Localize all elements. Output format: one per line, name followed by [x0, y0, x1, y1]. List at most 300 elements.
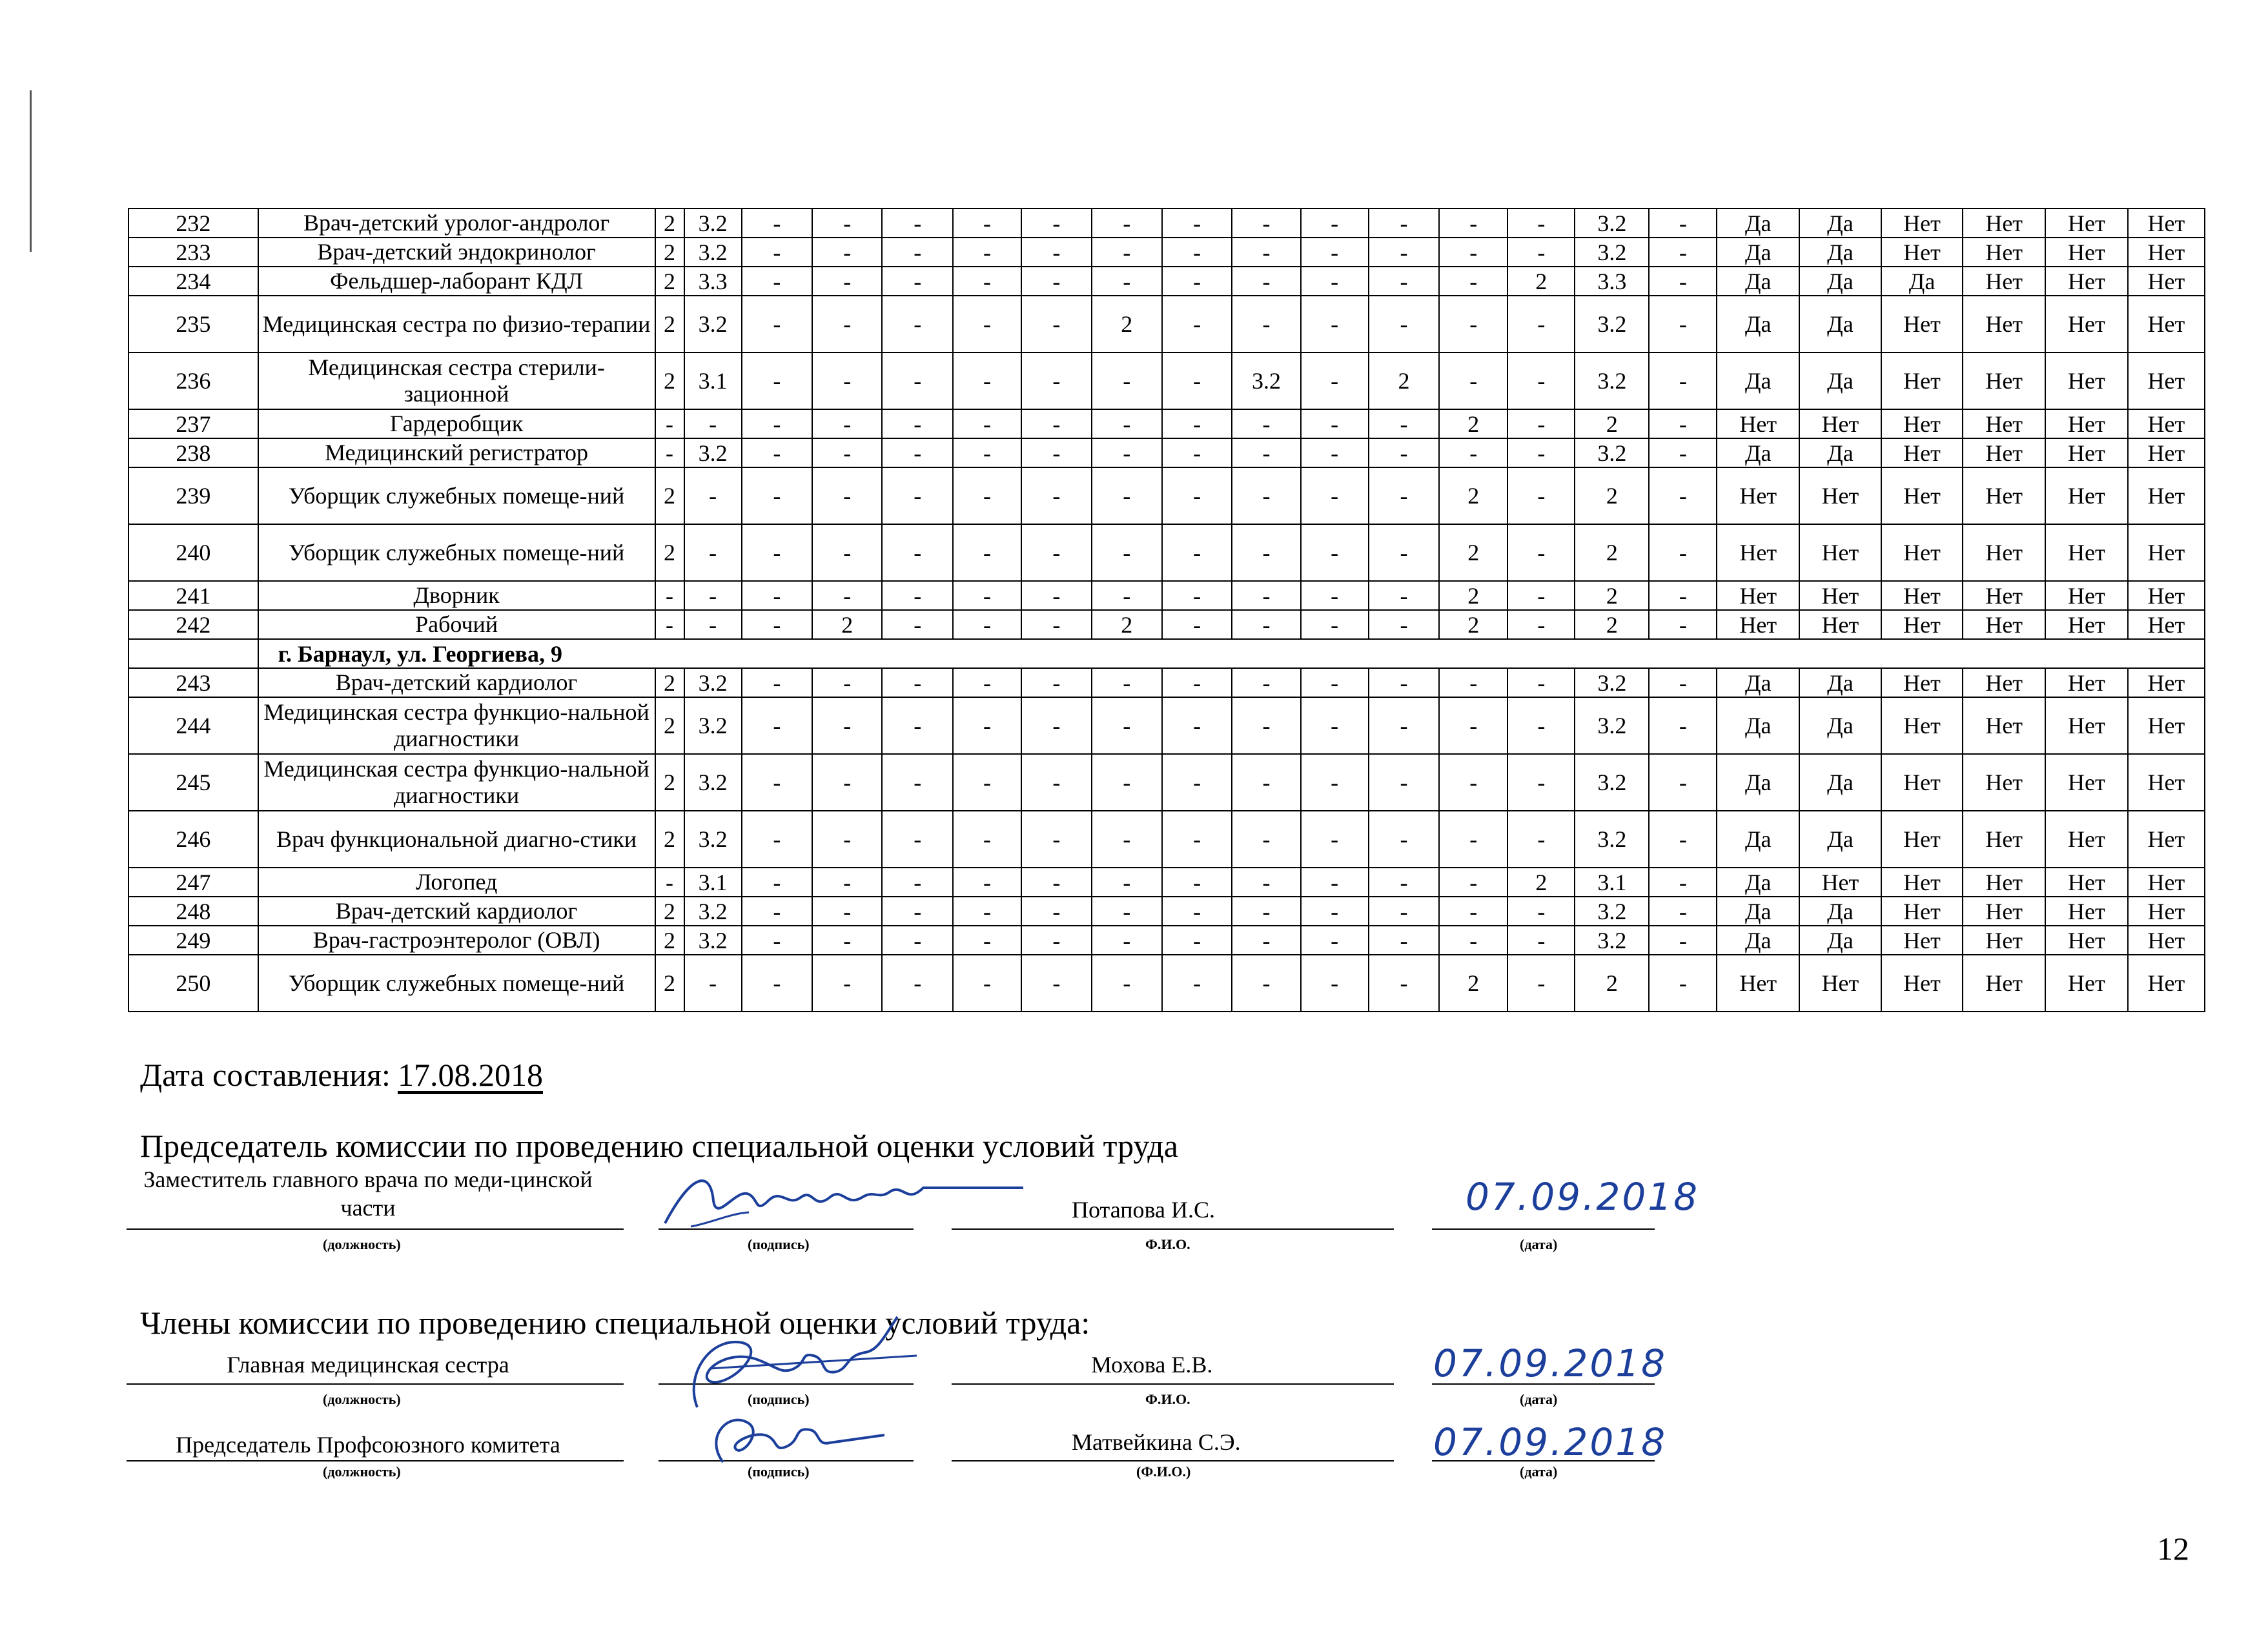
member2-fio: Матвейкина С.Э.: [1072, 1429, 1241, 1455]
table-cell: Нет: [1963, 524, 2045, 581]
chair-caption-fio: Ф.И.О.: [1145, 1236, 1190, 1252]
table-cell: Нет: [1963, 668, 2045, 697]
table-cell: -: [742, 955, 812, 1012]
table-cell: Нет: [2045, 868, 2128, 897]
table-cell: -: [1649, 352, 1717, 409]
date-label: Дата составления:: [140, 1057, 391, 1093]
table-row: [128, 467, 2205, 524]
table-cell: Нет: [2045, 209, 2128, 238]
table-cell: -: [1162, 296, 1232, 352]
table-cell: -: [1021, 868, 1091, 897]
table-cell: -: [953, 296, 1021, 352]
table-cell: 3.2: [684, 238, 742, 267]
table-row: [128, 296, 2205, 352]
table-cell: -: [1232, 467, 1300, 524]
table-cell: Нет: [1963, 926, 2045, 955]
job-title-cell: Медицинская сестра функцио-нальной диагностики: [258, 754, 655, 811]
table-cell: -: [1021, 955, 1091, 1012]
table-cell: -: [1301, 524, 1369, 581]
table-cell: -: [1439, 296, 1507, 352]
table-cell: -: [1439, 267, 1507, 296]
table-cell: -: [1021, 467, 1091, 524]
table-cell: -: [812, 467, 882, 524]
row-number-cell: 241: [128, 581, 258, 610]
table-cell: -: [742, 811, 812, 868]
job-title-cell: Уборщик служебных помеще-ний: [258, 524, 655, 581]
table-cell: -: [684, 409, 742, 438]
table-cell: 3.1: [1575, 868, 1649, 897]
table-cell: Нет: [1717, 610, 1799, 639]
table-cell: -: [742, 754, 812, 811]
table-cell: -: [1092, 955, 1162, 1012]
table-cell: -: [1369, 296, 1439, 352]
table-cell: Нет: [1963, 409, 2045, 438]
table-cell: 2: [1092, 296, 1162, 352]
table-cell: -: [1369, 926, 1439, 955]
table-cell: -: [953, 811, 1021, 868]
table-cell: 2: [655, 467, 684, 524]
table-row: [128, 524, 2205, 581]
table-cell: -: [812, 897, 882, 926]
row-number-cell: 234: [128, 267, 258, 296]
table-cell: -: [1232, 267, 1300, 296]
date-value: 17.08.2018: [398, 1057, 543, 1093]
table-cell: -: [1301, 926, 1369, 955]
table-cell: -: [1369, 811, 1439, 868]
table-cell: 2: [655, 296, 684, 352]
member1-caption-position: (должность): [323, 1391, 401, 1407]
table-cell: -: [812, 811, 882, 868]
table-cell: Да: [1799, 209, 1881, 238]
table-cell: 2: [1439, 610, 1507, 639]
table-cell: 2: [1507, 868, 1575, 897]
table-cell: 2: [1575, 610, 1649, 639]
table-cell: -: [812, 926, 882, 955]
table-cell: -: [812, 238, 882, 267]
table-cell: Да: [1799, 438, 1881, 467]
member1-fio-line: [952, 1383, 1394, 1385]
table-cell: 2: [655, 524, 684, 581]
table-cell: Нет: [2045, 926, 2128, 955]
table-cell: -: [1092, 524, 1162, 581]
table-cell: Нет: [2045, 668, 2128, 697]
table-cell: -: [812, 438, 882, 467]
table-cell: Нет: [1963, 238, 2045, 267]
table-cell: -: [1021, 409, 1091, 438]
table-cell: -: [1092, 409, 1162, 438]
table-cell: Да: [1717, 811, 1799, 868]
table-cell: -: [742, 238, 812, 267]
table-cell: Да: [1799, 267, 1881, 296]
table-cell: -: [1369, 209, 1439, 238]
table-cell: Нет: [2128, 811, 2205, 868]
table-cell: -: [1369, 267, 1439, 296]
table-cell: -: [1162, 668, 1232, 697]
table-cell: -: [812, 754, 882, 811]
member2-date-handwritten: 07.09.2018: [1433, 1420, 1668, 1464]
table-cell: 3.1: [684, 868, 742, 897]
table-cell: -: [1092, 668, 1162, 697]
row-number-cell: 236: [128, 352, 258, 409]
table-cell: Нет: [1881, 754, 1963, 811]
table-cell: Нет: [1963, 697, 2045, 754]
table-cell: -: [1232, 610, 1300, 639]
table-cell: -: [1507, 238, 1575, 267]
table-cell: -: [1301, 267, 1369, 296]
table-cell: -: [812, 267, 882, 296]
table-cell: -: [1301, 811, 1369, 868]
table-cell: -: [882, 610, 952, 639]
member1-caption-date: (дата): [1520, 1391, 1558, 1407]
table-cell: Нет: [2045, 610, 2128, 639]
table-cell: -: [684, 581, 742, 610]
table-cell: Нет: [1881, 697, 1963, 754]
table-cell: 3.2: [684, 926, 742, 955]
job-title-cell: Врач-гастроэнтеролог (ОВЛ): [258, 926, 655, 955]
table-cell: Да: [1799, 238, 1881, 267]
table-cell: 2: [655, 697, 684, 754]
table-cell: -: [1092, 438, 1162, 467]
row-number-cell: 250: [128, 955, 258, 1012]
table-cell: Нет: [1717, 467, 1799, 524]
table-cell: Нет: [2128, 524, 2205, 581]
table-cell: -: [742, 409, 812, 438]
table-cell: Нет: [1881, 238, 1963, 267]
table-cell: 2: [1575, 409, 1649, 438]
table-cell: Нет: [1963, 267, 2045, 296]
table-cell: -: [1301, 209, 1369, 238]
table-cell: -: [1301, 668, 1369, 697]
table-cell: Да: [1799, 352, 1881, 409]
table-cell: -: [1162, 955, 1232, 1012]
table-cell: -: [953, 209, 1021, 238]
table-cell: Нет: [1963, 467, 2045, 524]
table-cell: 3.3: [1575, 267, 1649, 296]
table-cell: -: [1439, 754, 1507, 811]
row-number-cell: 247: [128, 868, 258, 897]
table-cell: [128, 639, 258, 668]
table-cell: -: [1369, 897, 1439, 926]
table-cell: Нет: [1881, 524, 1963, 581]
table-row: [128, 926, 2205, 955]
scan-margin-line: [30, 90, 32, 252]
row-number-cell: 238: [128, 438, 258, 467]
job-title-cell: Рабочий: [258, 610, 655, 639]
row-number-cell: 232: [128, 209, 258, 238]
table-cell: -: [742, 267, 812, 296]
table-cell: 3.2: [1575, 697, 1649, 754]
table-cell: -: [1507, 467, 1575, 524]
job-title-cell: Врач-детский кардиолог: [258, 668, 655, 697]
table-cell: Да: [1717, 754, 1799, 811]
table-cell: -: [1092, 811, 1162, 868]
table-cell: Нет: [1881, 352, 1963, 409]
table-cell: Нет: [1881, 610, 1963, 639]
member1-caption-fio: Ф.И.О.: [1145, 1391, 1190, 1407]
table-cell: -: [1162, 581, 1232, 610]
table-cell: -: [742, 438, 812, 467]
table-cell: Нет: [2045, 296, 2128, 352]
table-cell: -: [882, 581, 952, 610]
table-cell: 2: [1575, 467, 1649, 524]
table-cell: -: [1369, 238, 1439, 267]
table-cell: -: [1439, 238, 1507, 267]
table-row: [128, 438, 2205, 467]
table-cell: Нет: [1881, 409, 1963, 438]
table-cell: 3.2: [1575, 754, 1649, 811]
table-cell: Нет: [1881, 811, 1963, 868]
table-cell: -: [953, 267, 1021, 296]
table-cell: -: [812, 581, 882, 610]
table-cell: -: [1369, 868, 1439, 897]
table-cell: Нет: [1881, 581, 1963, 610]
table-cell: -: [1649, 668, 1717, 697]
chair-caption-signature: (подпись): [748, 1236, 810, 1252]
table-cell: Нет: [1963, 754, 2045, 811]
table-row: [128, 409, 2205, 438]
chair-heading: Председатель комиссии по проведению специальной оценки условий труда: [140, 1128, 1178, 1164]
table-cell: Нет: [1963, 581, 2045, 610]
table-cell: Нет: [1799, 467, 1881, 524]
table-cell: Да: [1799, 668, 1881, 697]
table-cell: -: [1021, 754, 1091, 811]
table-cell: Нет: [2128, 296, 2205, 352]
table-cell: -: [1232, 438, 1300, 467]
table-cell: Нет: [2045, 238, 2128, 267]
table-cell: -: [882, 955, 952, 1012]
table-cell: 3.2: [684, 209, 742, 238]
table-cell: -: [1021, 897, 1091, 926]
table-cell: -: [882, 352, 952, 409]
table-cell: -: [1507, 438, 1575, 467]
table-cell: Нет: [2045, 524, 2128, 581]
table-cell: Нет: [1881, 668, 1963, 697]
table-cell: -: [742, 581, 812, 610]
table-cell: Нет: [1881, 438, 1963, 467]
table-cell: -: [1232, 897, 1300, 926]
table-cell: -: [1301, 955, 1369, 1012]
table-cell: 3.2: [1575, 897, 1649, 926]
table-cell: 3.2: [684, 438, 742, 467]
table-cell: -: [1507, 581, 1575, 610]
table-cell: -: [1649, 926, 1717, 955]
table-cell: -: [1439, 697, 1507, 754]
table-cell: -: [1507, 897, 1575, 926]
table-cell: -: [655, 409, 684, 438]
table-cell: -: [882, 296, 952, 352]
table-cell: Нет: [2045, 697, 2128, 754]
table-cell: -: [1369, 668, 1439, 697]
table-cell: Нет: [1799, 581, 1881, 610]
table-cell: Нет: [2128, 238, 2205, 267]
chair-position-line: [127, 1228, 624, 1230]
table-row: [128, 868, 2205, 897]
table-cell: -: [1649, 897, 1717, 926]
table-cell: Нет: [1881, 955, 1963, 1012]
chair-fio: Потапова И.С.: [1072, 1197, 1215, 1223]
table-cell: -: [953, 352, 1021, 409]
row-number-cell: 233: [128, 238, 258, 267]
table-row: [128, 754, 2205, 811]
table-cell: Нет: [1799, 610, 1881, 639]
table-cell: Нет: [2128, 668, 2205, 697]
table-cell: 2: [655, 267, 684, 296]
table-cell: 3.2: [1575, 296, 1649, 352]
table-cell: Нет: [1963, 610, 2045, 639]
member2-fio-line: [952, 1460, 1394, 1462]
table-cell: -: [1232, 668, 1300, 697]
table-cell: Нет: [1881, 926, 1963, 955]
table-cell: -: [1162, 610, 1232, 639]
table-cell: -: [1507, 668, 1575, 697]
table-cell: Нет: [1717, 524, 1799, 581]
table-row: [128, 581, 2205, 610]
table-cell: -: [1507, 409, 1575, 438]
table-cell: -: [1439, 811, 1507, 868]
table-cell: -: [882, 409, 952, 438]
table-cell: -: [1649, 754, 1717, 811]
table-cell: -: [1369, 409, 1439, 438]
table-cell: 2: [655, 811, 684, 868]
table-cell: -: [684, 955, 742, 1012]
table-cell: -: [1301, 754, 1369, 811]
table-cell: Да: [1717, 868, 1799, 897]
table-cell: -: [1301, 238, 1369, 267]
table-cell: Нет: [1717, 581, 1799, 610]
table-cell: Нет: [2128, 409, 2205, 438]
table-cell: 2: [655, 754, 684, 811]
table-cell: Да: [1717, 352, 1799, 409]
table-cell: Нет: [2045, 267, 2128, 296]
table-cell: -: [1232, 581, 1300, 610]
row-number-cell: 245: [128, 754, 258, 811]
table-cell: -: [1507, 754, 1575, 811]
table-cell: -: [1649, 267, 1717, 296]
table-cell: Да: [1799, 926, 1881, 955]
table-cell: 3.2: [1575, 238, 1649, 267]
job-title-cell: Логопед: [258, 868, 655, 897]
table-body: [128, 209, 2205, 1012]
table-cell: -: [1162, 697, 1232, 754]
table-cell: -: [742, 352, 812, 409]
page-number: 12: [2157, 1531, 2189, 1567]
member2-position: Председатель Профсоюзного комитета: [176, 1432, 560, 1458]
table-cell: Нет: [1963, 296, 2045, 352]
job-title-cell: Медицинская сестра стерили-зационной: [258, 352, 655, 409]
table-cell: Нет: [1963, 868, 2045, 897]
member2-caption-signature: (подпись): [748, 1463, 810, 1480]
table-cell: 3.2: [1575, 668, 1649, 697]
table-cell: Да: [1717, 697, 1799, 754]
table-cell: 3.2: [684, 697, 742, 754]
table-cell: Нет: [2128, 868, 2205, 897]
table-cell: -: [882, 267, 952, 296]
table-cell: -: [1507, 697, 1575, 754]
table-cell: Нет: [2128, 467, 2205, 524]
table-cell: Нет: [1963, 438, 2045, 467]
job-title-cell: Врач-детский уролог-андролог: [258, 209, 655, 238]
table-cell: 2: [1439, 955, 1507, 1012]
table-cell: 3.2: [1575, 209, 1649, 238]
table-cell: -: [882, 868, 952, 897]
table-cell: -: [1232, 754, 1300, 811]
table-cell: -: [1439, 868, 1507, 897]
table-cell: 3.2: [1232, 352, 1300, 409]
table-cell: -: [1439, 438, 1507, 467]
table-cell: -: [882, 897, 952, 926]
table-cell: -: [1649, 697, 1717, 754]
table-cell: -: [742, 296, 812, 352]
table-cell: -: [684, 610, 742, 639]
table-cell: -: [953, 610, 1021, 639]
table-cell: -: [1649, 610, 1717, 639]
table-cell: -: [1021, 524, 1091, 581]
table-cell: -: [1162, 868, 1232, 897]
table-cell: Да: [1799, 897, 1881, 926]
table-cell: Нет: [1881, 868, 1963, 897]
member2-caption-fio: (Ф.И.О.): [1136, 1463, 1191, 1480]
job-title-cell: Дворник: [258, 581, 655, 610]
table-cell: 2: [1092, 610, 1162, 639]
table-cell: -: [1232, 409, 1300, 438]
table-cell: -: [1507, 610, 1575, 639]
table-cell: -: [1301, 610, 1369, 639]
table-cell: Нет: [2045, 438, 2128, 467]
table-cell: Да: [1799, 296, 1881, 352]
table-cell: 2: [1575, 955, 1649, 1012]
member2-position-line: [127, 1460, 624, 1462]
table-cell: -: [1162, 438, 1232, 467]
table-cell: -: [1649, 524, 1717, 581]
job-title-cell: Медицинский регистратор: [258, 438, 655, 467]
chair-position: Заместитель главного врача по меди-цинской части: [143, 1166, 593, 1221]
table-cell: Нет: [2045, 754, 2128, 811]
table-cell: -: [1162, 897, 1232, 926]
table-cell: -: [1369, 955, 1439, 1012]
table-cell: 2: [655, 668, 684, 697]
table-cell: -: [1232, 868, 1300, 897]
table-cell: -: [655, 438, 684, 467]
table-cell: Нет: [2045, 811, 2128, 868]
table-cell: -: [1369, 467, 1439, 524]
table-cell: -: [1162, 409, 1232, 438]
table-cell: -: [1369, 697, 1439, 754]
table-cell: -: [1369, 754, 1439, 811]
table-cell: -: [1369, 581, 1439, 610]
table-cell: -: [1649, 296, 1717, 352]
table-cell: -: [953, 926, 1021, 955]
table-cell: -: [1301, 467, 1369, 524]
table-cell: -: [882, 467, 952, 524]
table-cell: -: [1507, 352, 1575, 409]
table-cell: Нет: [1881, 209, 1963, 238]
table-cell: -: [812, 352, 882, 409]
address-cell: г. Барнаул, ул. Георгиева, 9: [258, 639, 2205, 668]
table-cell: 2: [1439, 581, 1507, 610]
table-cell: Нет: [1963, 811, 2045, 868]
job-title-cell: Фельдшер-лаборант КДЛ: [258, 267, 655, 296]
table-cell: -: [655, 610, 684, 639]
table-cell: -: [1649, 438, 1717, 467]
table-cell: Нет: [2128, 754, 2205, 811]
table-cell: -: [1232, 524, 1300, 581]
table-row: [128, 955, 2205, 1012]
row-number-cell: 248: [128, 897, 258, 926]
members-heading: Члены комиссии по проведению специальной оценки условий труда:: [140, 1305, 1090, 1341]
table-cell: Нет: [2128, 610, 2205, 639]
table-cell: Да: [1881, 267, 1963, 296]
table-cell: -: [1507, 296, 1575, 352]
